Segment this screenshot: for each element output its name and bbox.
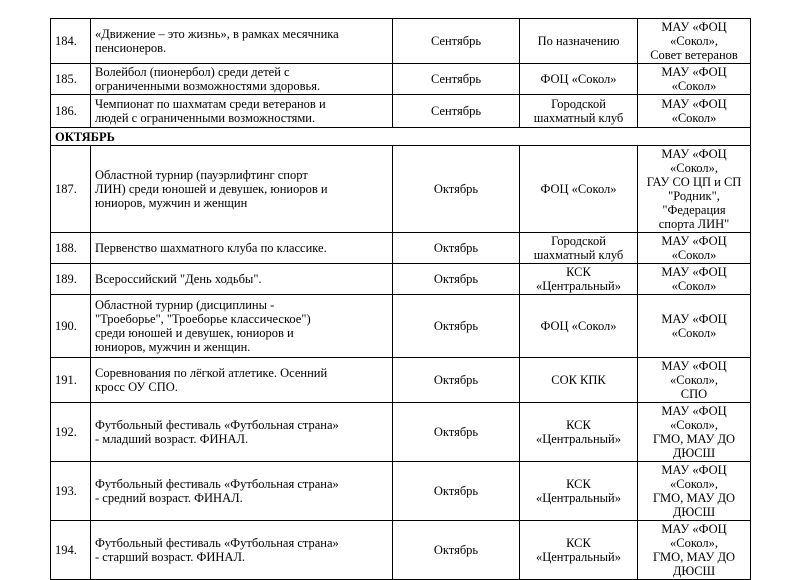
row-number: 191. <box>51 358 91 403</box>
event-organizer: МАУ «ФОЦ «Сокол», СПО <box>638 358 751 403</box>
row-number: 186. <box>51 95 91 128</box>
event-venue: КСК «Центральный» <box>520 462 638 521</box>
event-row <box>51 233 751 264</box>
event-name: Первенство шахматного клуба по классике. <box>91 233 393 264</box>
row-number: 188. <box>51 233 91 264</box>
event-organizer: МАУ «ФОЦ «Сокол», Совет ветеранов <box>638 19 751 64</box>
event-organizer: МАУ «ФОЦ «Сокол» <box>638 295 751 358</box>
row-number: 189. <box>51 264 91 295</box>
event-name: Футбольный фестиваль «Футбольная страна» - младший возраст. ФИНАЛ. <box>91 403 393 462</box>
event-organizer: МАУ «ФОЦ «Сокол» <box>638 233 751 264</box>
event-month: Октябрь <box>393 295 520 358</box>
event-month: Октябрь <box>393 403 520 462</box>
event-row <box>51 146 751 233</box>
event-month: Октябрь <box>393 264 520 295</box>
event-venue: По назначению <box>520 19 638 64</box>
event-month: Сентябрь <box>393 64 520 95</box>
row-number: 184. <box>51 19 91 64</box>
event-row <box>51 521 751 580</box>
row-number: 192. <box>51 403 91 462</box>
event-venue: ФОЦ «Сокол» <box>520 146 638 233</box>
event-name: Областной турнир (дисциплины - "Троеборье", "Троеборье классическое") среди юношей и девушек, юниоров и юниоров, мужчин и женщин. <box>91 295 393 358</box>
event-row <box>51 95 751 128</box>
event-month: Октябрь <box>393 358 520 403</box>
event-organizer: МАУ «ФОЦ «Сокол», ГМО, МАУ ДО ДЮСШ <box>638 403 751 462</box>
event-venue: КСК «Центральный» <box>520 521 638 580</box>
event-venue: КСК «Центральный» <box>520 264 638 295</box>
event-name: «Движение – это жизнь», в рамках месячника пенсионеров. <box>91 19 393 64</box>
event-name: Волейбол (пионербол) среди детей с ограниченными возможностями здоровья. <box>91 64 393 95</box>
month-header-row <box>51 128 751 146</box>
event-row <box>51 358 751 403</box>
event-month: Октябрь <box>393 146 520 233</box>
events-table-body <box>51 19 751 580</box>
row-number: 193. <box>51 462 91 521</box>
row-number: 185. <box>51 64 91 95</box>
row-number: 194. <box>51 521 91 580</box>
event-row <box>51 462 751 521</box>
event-organizer: МАУ «ФОЦ «Сокол», ГМО, МАУ ДО ДЮСШ <box>638 521 751 580</box>
event-row <box>51 19 751 64</box>
event-organizer: МАУ «ФОЦ «Сокол», ГАУ СО ЦП и СП "Родник", "Федерация спорта ЛИН" <box>638 146 751 233</box>
event-month: Сентябрь <box>393 19 520 64</box>
event-row <box>51 295 751 358</box>
event-venue: СОК КПК <box>520 358 638 403</box>
month-label: ОКТЯБРЬ <box>51 128 751 146</box>
event-month: Сентябрь <box>393 95 520 128</box>
event-row <box>51 264 751 295</box>
event-venue: ФОЦ «Сокол» <box>520 295 638 358</box>
event-venue: Городской шахматный клуб <box>520 95 638 128</box>
event-row <box>51 403 751 462</box>
event-organizer: МАУ «ФОЦ «Сокол» <box>638 264 751 295</box>
event-month: Октябрь <box>393 462 520 521</box>
event-organizer: МАУ «ФОЦ «Сокол» <box>638 95 751 128</box>
event-name: Соревнования по лёгкой атлетике. Осенний кросс ОУ СПО. <box>91 358 393 403</box>
event-month: Октябрь <box>393 233 520 264</box>
event-name: Футбольный фестиваль «Футбольная страна» - старший возраст. ФИНАЛ. <box>91 521 393 580</box>
event-month: Октябрь <box>393 521 520 580</box>
event-organizer: МАУ «ФОЦ «Сокол», ГМО, МАУ ДО ДЮСШ <box>638 462 751 521</box>
event-name: Областной турнир (пауэрлифтинг спорт ЛИН) среди юношей и девушек, юниоров и юниоров, мужчин и женщин <box>91 146 393 233</box>
events-table <box>50 18 751 580</box>
event-organizer: МАУ «ФОЦ «Сокол» <box>638 64 751 95</box>
event-name: Футбольный фестиваль «Футбольная страна» - средний возраст. ФИНАЛ. <box>91 462 393 521</box>
event-name: Чемпионат по шахматам среди ветеранов и людей с ограниченными возможностями. <box>91 95 393 128</box>
event-venue: Городской шахматный клуб <box>520 233 638 264</box>
event-row <box>51 64 751 95</box>
event-venue: КСК «Центральный» <box>520 403 638 462</box>
row-number: 190. <box>51 295 91 358</box>
event-name: Всероссийский "День ходьбы". <box>91 264 393 295</box>
row-number: 187. <box>51 146 91 233</box>
event-venue: ФОЦ «Сокол» <box>520 64 638 95</box>
